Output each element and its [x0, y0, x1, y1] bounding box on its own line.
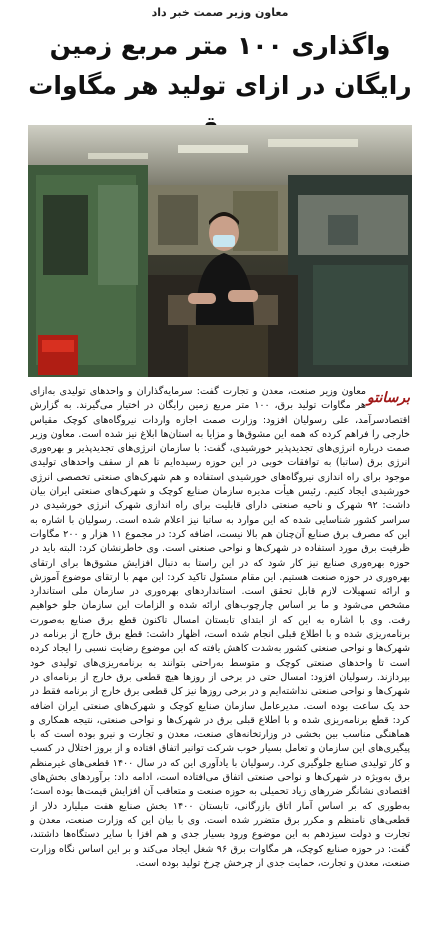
article-kicker: معاون وزیر صمت خبر داد: [151, 6, 289, 19]
article-body: [30, 385, 410, 930]
article-headline: واگذاری ۱۰۰ متر مربع زمین رایگان در ازای تولید هر مگاوات: [28, 31, 412, 100]
publication-logo: برسانتو: [367, 390, 410, 406]
photo-illustration: [28, 125, 412, 377]
article-body-text: معاون وزیر صنعت، معدن و تجارت گفت: سرمایه‌گذاران و واحدهای تولیدی به‌ازای هر مگاوات تولید برق، ۱۰۰ متر مربع زمین رایگان در اختیار می‌گیرند. به گزارش اقتصادسرآمد، علی رسولیان افزود: وزارت صمت اجازه واردات نیروگاه‌های کوچک مقیاس خارجی را فراهم کرده که همه این مشوق‌ها و مزایا به استان‌ها ابلاغ نیز شده است. معاون وزیر صمت درباره انرژی‌های تجدیدپذیر خورشیدی، گفت: با سازمان انرژی‌های تجدیدپذیر و بهره‌وری انرژی برق (ساتبا) به توافقات خوبی در این حوزه رسیده‌ایم تا هم از سقف واحدهای تولیدی موجود برای راه اندازی نیروگاه‌های خورشیدی استفاده و هم شهرک‌های صنعتی تخصصی انرژی خورشیدی ایجاد کنیم. رئیس هیأت مدیره سازمان صنایع کوچک و شهرک‌های صنعتی ایران بیان داشت: ۹۲ شهرک و ناحیه صنعتی دارای قابلیت برای راه اندازی شهرک انرژی خورشیدی در سراسر کشور شناسایی شده که این موارد به ساتبا نیز اعلام شده است. رسولیان با اشاره به این که مصرف برق صنایع آن‌چنان هم بالا نیست، اضافه کرد: در مجموع ۱۱ هزار و ۲۰۰ مگاوات ظرفیت برق مورد استفاده در شهرک‌ها و نواحی صنعتی است. وی خاطرنشان کرد: البته باید در حوزه بهره‌وری صنایع نیز کار شود که در این راستا به دنبال افزایش مشوق‌ها برای ارتقای بهره‌وری در حوزه صنعت هستیم. این مقام مسئول تاکید کرد: این مهم با ارتقای موضوع آموزش و ارائه تسهیلات لازم قابل تحقق است. استانداردهای بهره‌وری در سازمان ملی استاندارد مشخص می‌شود و ما بر اساس چارچوب‌های ارائه شده و الزامات این سازمان جلو خواهیم رفت. وی با اشاره به این که از ابتدای تابستان امسال تاکنون قطع برق صنایع به‌صورت برنامه‌ریزی شده و با اطلاع قبلی انجام شده است، اظهار داشت: قطع برق خارج از برنامه در شهرک‌ها و نواحی صنعتی کشور به‌شدت کاهش یافته که این موضوع رضایت نسبی را ایجاد کرده است تا واحدهای صنعتی کوچک و متوسط به‌راحتی بتوانند به برنامه‌ریزی‌های تولیدی خود بپردازند. رسولیان افزود: امسال حتی در برخی از روزها هیچ قطعی برق خارج از برنامه‌ای در شهرک‌ها و نواحی صنعتی نداشته‌ایم و در برخی روزها نیز کل قطعی برق خارج از برنامه فقط در حد یک ساعت بوده است. مدیرعامل سازمان صنایع کوچک و شهرک‌های صنعتی ایران اضافه کرد: قطع برنامه‌ریزی شده و با اطلاع قبلی برق در شهرک‌ها و نواحی صنعتی، نتیجه همکاری و هماهنگی مناسب بین بخشی در وزارتخانه‌های صنعت، معدن و تجارت و نیرو بوده است که با پیگیری‌های این سازمان و تعامل بسیار خوب شرکت توانیر اتفاق افتاده و از بروز اختلال در کسب و کار تولیدی صنایع جلوگیری کرد. رسولیان با یادآوری این که در سال ۱۴۰۰ قطعی‌های غیرمنظم برق به‌ویژه در شهرک‌ها و نواحی صنعتی اتفاق می‌افتاده است، ادامه داد: برآوردهای بخش‌های اقتصادی نشانگر ضررهای زیاد تحمیلی به حوزه صنعت و متعاقب آن افزایش قیمت‌ها بوده است؛ به‌طوری که بر اساس آمار اتاق بازرگانی، تابستان ۱۴۰۰ بخش صنایع هفت میلیارد دلار از قطعی‌های نامنظم و مکرر برق متضرر شده است. وی با بیان این که وزارت صنعت، معدن و تجارت و دولت سیزدهم به این موضوع ورود بسیار جدی و هم افزا با سایر دستگاه‌ها داشتند، گفت: در حوزه صنایع کوچک، هر مگاوات برق ۹۶ شغل ایجاد می‌کند و بر این اساس نگاه وزارت صنعت، معدن و تجارت، حمایت جدی از چرخش چرخ تولید بوده است.: [30, 386, 410, 869]
factory-worker-photo: [28, 125, 412, 377]
